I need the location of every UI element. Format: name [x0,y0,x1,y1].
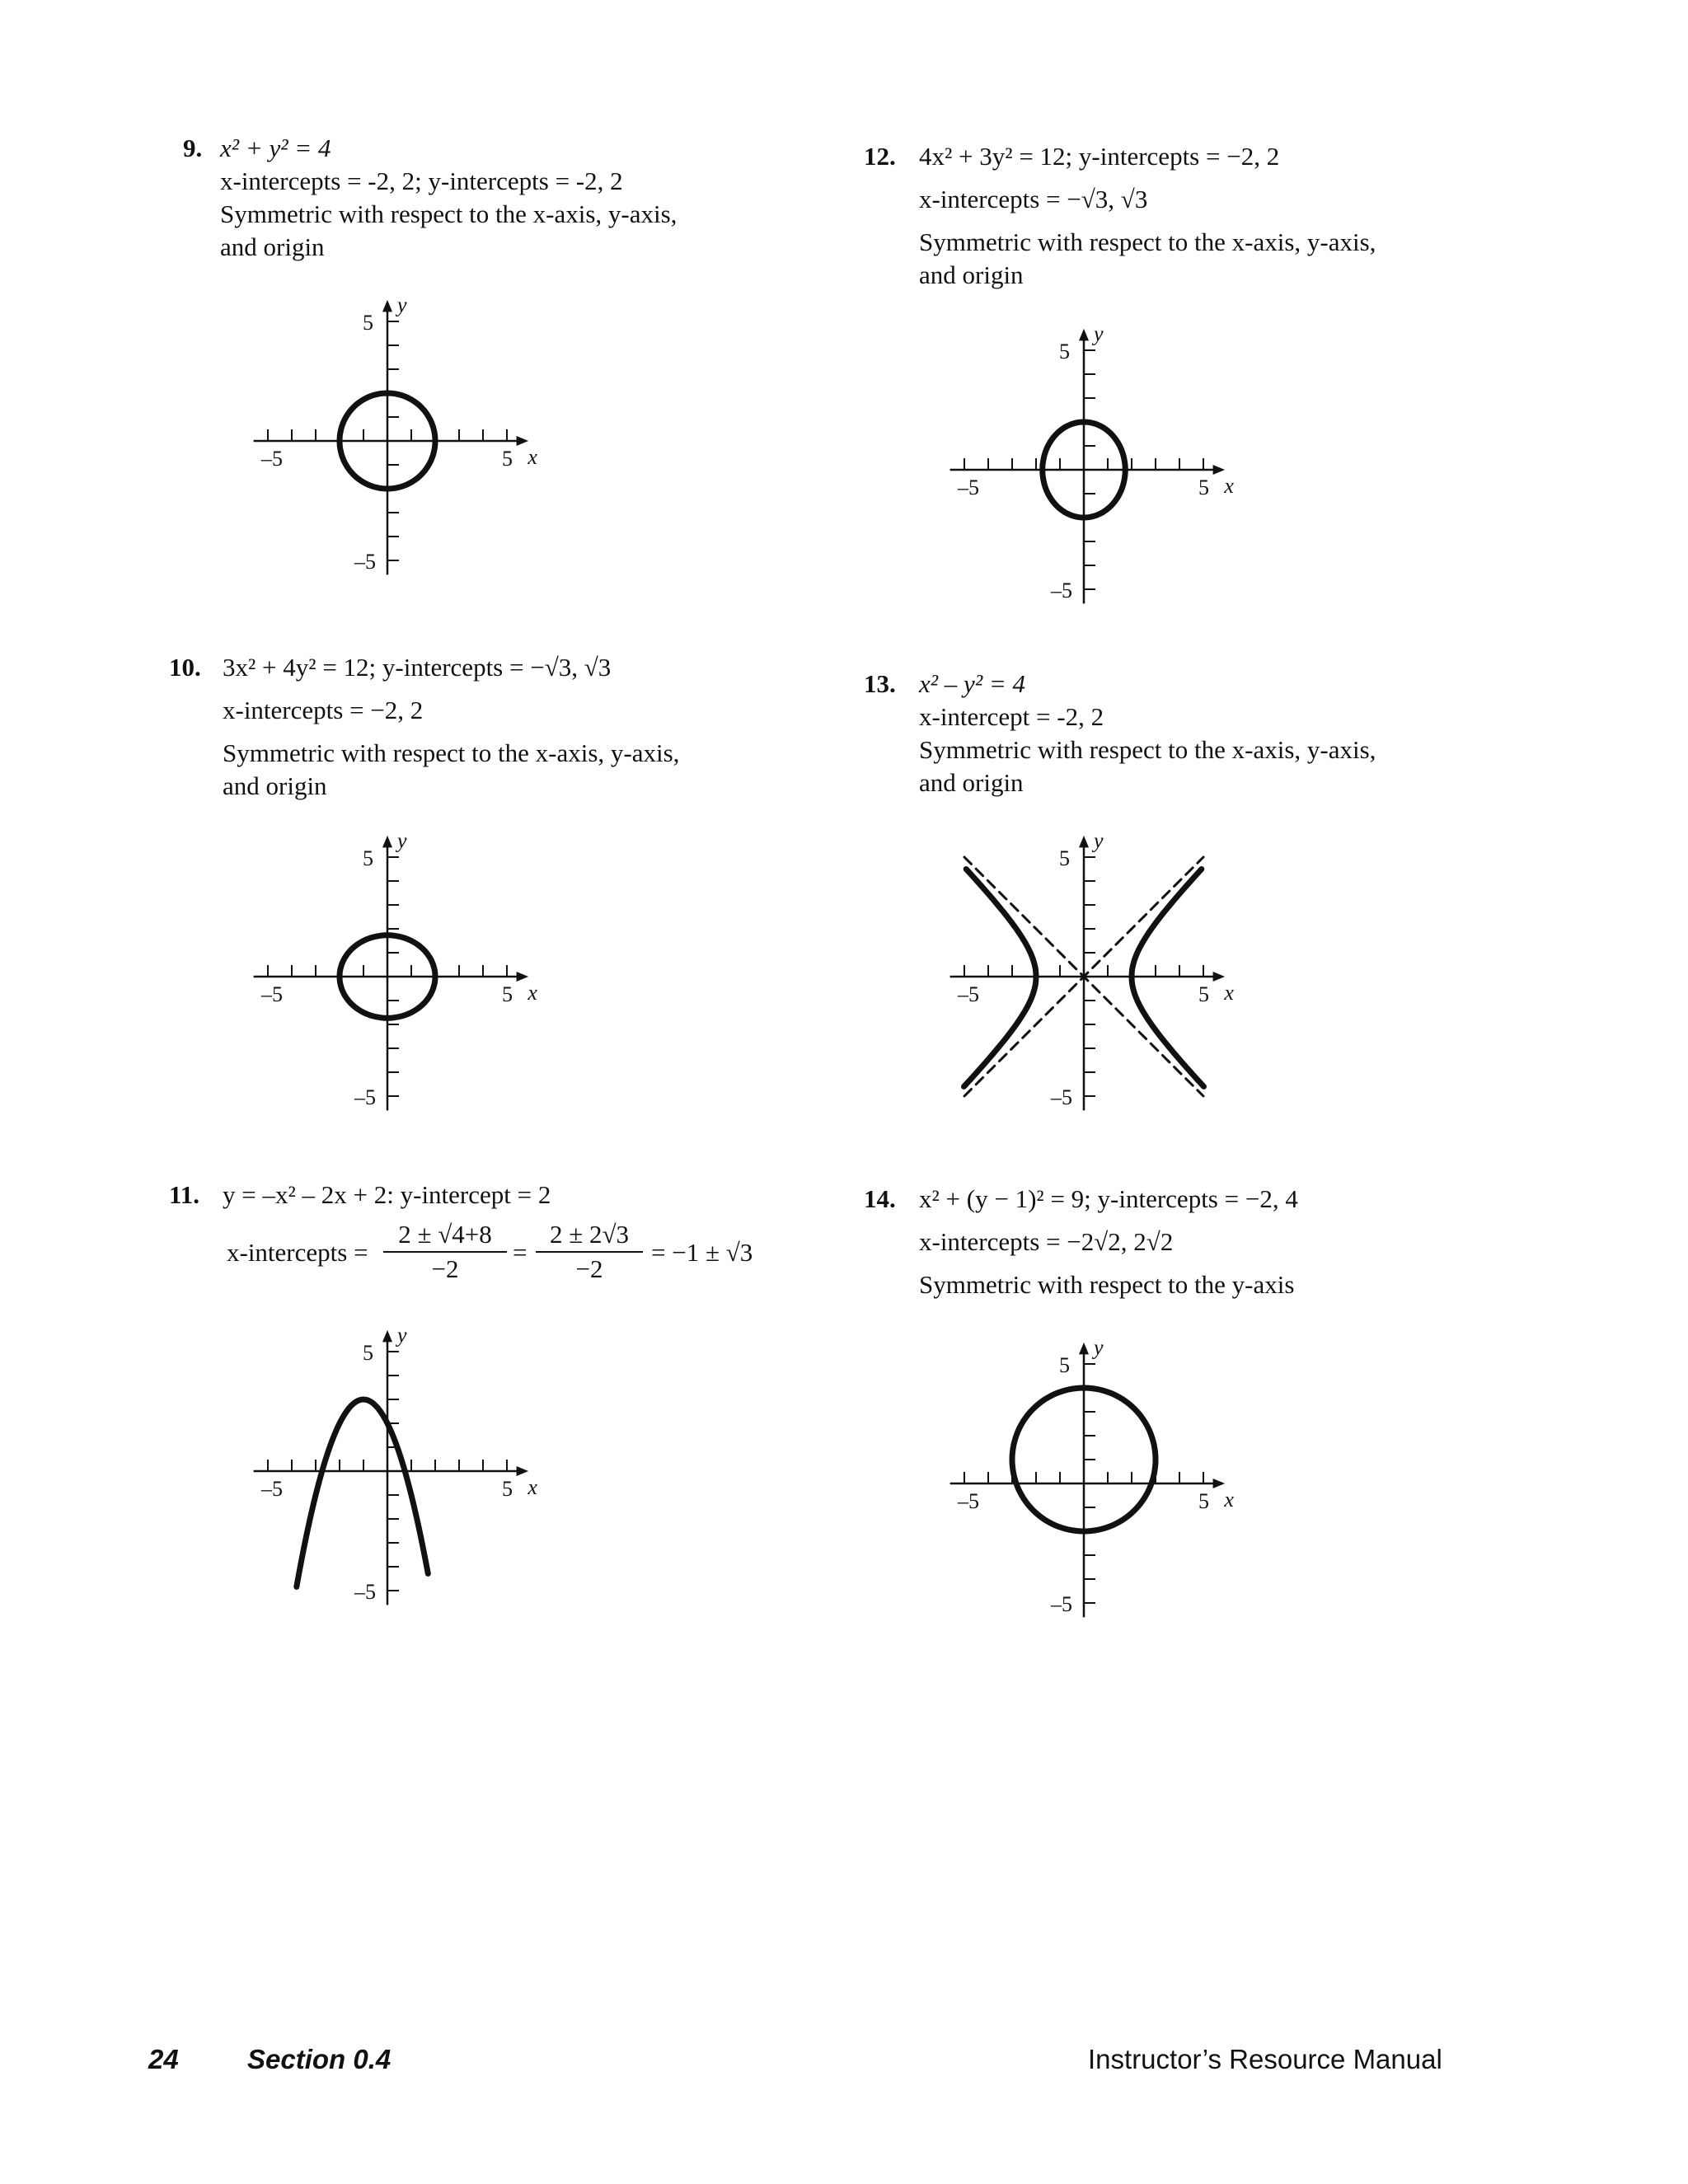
y-tick-label-5: 5 [363,311,373,335]
x-intercepts-formula [223,1212,849,1291]
x-tick-label-neg5: –5 [261,1477,283,1501]
equation: x² – y² = 4 [919,669,1026,698]
symmetry-cont: and origin [223,771,327,800]
y-axis-label: y [1094,828,1104,853]
symmetry: Symmetric with respect to the x-axis, y-axis, [223,738,680,767]
section-label: Section 0.4 [247,2044,392,2074]
x-axis-arrow [1213,465,1226,475]
page-number: 24 [148,2044,179,2074]
y-axis-label: y [1094,1335,1104,1360]
x-axis-arrow [1213,1479,1226,1488]
x-axis-label: x [1224,474,1234,498]
symmetry: Symmetric with respect to the y-axis [919,1270,1295,1299]
y-tick-label-neg5: –5 [354,1580,376,1604]
y-axis-label: y [1094,321,1104,346]
y-axis-arrow [382,836,392,848]
fraction-2 [536,1218,643,1286]
parabola-curve [297,1399,429,1586]
equation: 3x² + 4y² = 12; y-intercepts = −√3, √3 [223,653,612,682]
y-tick-label-5: 5 [363,1341,373,1365]
fraction-2-denominator: −2 [536,1251,643,1286]
fraction-2-numerator: 2 ± 2√3 [549,1220,630,1249]
y-tick-label-neg5: –5 [354,550,376,574]
symmetry: Symmetric with respect to the x-axis, y-axis, [919,735,1376,764]
y-axis-arrow [1079,329,1089,341]
fraction-1 [383,1218,507,1286]
x-tick-label-5: 5 [1198,1489,1209,1513]
x-tick-label-neg5: –5 [261,982,283,1006]
x-tick-label-5: 5 [502,1477,513,1501]
x-tick-label-neg5: –5 [958,1489,979,1513]
equals: = [513,1238,528,1267]
x-tick-label-neg5: –5 [958,982,979,1006]
manual-title: Instructor’s Resource Manual [1088,2044,1442,2074]
x-tick-label-5: 5 [1198,982,1209,1006]
symmetry: Symmetric with respect to the x-axis, y-axis, [220,199,678,228]
graph-12-ellipse [911,293,1273,647]
problem-number: 13. [864,669,896,698]
y-axis-label: y [397,828,407,853]
graph-10-ellipse [214,799,577,1154]
problem-number: 12. [864,142,896,171]
y-axis-arrow [382,300,392,312]
symmetry-cont: and origin [919,260,1024,289]
problem-number: 9. [183,134,203,162]
graph-11-parabola [214,1294,577,1648]
x-tick-label-5: 5 [502,982,513,1006]
intercepts: x-intercepts = −2, 2 [223,696,424,724]
hyperbola-left-branch [964,869,1037,1087]
equation: 4x² + 3y² = 12; y-intercepts = −2, 2 [919,142,1280,171]
y-axis-arrow [1079,836,1089,848]
symmetry-cont: and origin [919,768,1024,797]
graph-9-circle [214,264,577,618]
problem-number: 11. [169,1180,200,1209]
equation: x² + (y − 1)² = 9; y-intercepts = −2, 4 [919,1184,1298,1213]
symmetry: Symmetric with respect to the x-axis, y-axis, [919,227,1376,256]
x-intercepts-label: x-intercepts = [227,1238,368,1267]
problem-number: 14. [864,1184,896,1213]
y-tick-label-neg5: –5 [1051,1592,1072,1616]
equation: x² + y² = 4 [220,134,331,162]
result: = −1 ± √3 [651,1238,753,1267]
y-tick-label-5: 5 [1059,846,1070,870]
x-axis-arrow [517,1466,529,1476]
x-axis-label: x [528,445,537,469]
y-axis-label: y [397,293,407,317]
problem-number: 10. [169,653,201,682]
y-axis-arrow [1079,1343,1089,1355]
graph-14-circle [911,1306,1273,1661]
symmetry-cont: and origin [220,232,325,261]
intercepts: x-intercepts = −2√2, 2√2 [919,1227,1174,1256]
x-axis-arrow [517,436,529,446]
hyperbola-right-branch [1132,869,1204,1087]
x-axis-arrow [1213,972,1226,982]
y-tick-label-neg5: –5 [1051,1085,1072,1109]
x-axis-label: x [1224,1488,1234,1511]
y-tick-label-5: 5 [1059,340,1070,363]
y-tick-label-neg5: –5 [1051,579,1072,602]
y-tick-label-neg5: –5 [354,1085,376,1109]
x-axis-arrow [517,972,529,982]
y-tick-label-5: 5 [363,846,373,870]
graph-13-hyperbola [911,799,1273,1154]
intercepts: x-intercepts = -2, 2; y-intercepts = -2, 2 [220,166,623,195]
y-axis-arrow [382,1330,392,1343]
x-tick-label-neg5: –5 [958,476,979,499]
x-tick-label-5: 5 [502,447,513,471]
y-tick-label-5: 5 [1059,1353,1070,1377]
x-tick-label-5: 5 [1198,476,1209,499]
fraction-1-denominator: −2 [383,1251,507,1286]
intercepts: x-intercept = -2, 2 [919,702,1104,731]
x-tick-label-neg5: –5 [261,447,283,471]
intercepts: x-intercepts = −√3, √3 [919,185,1148,213]
x-axis-label: x [1224,981,1234,1005]
fraction-1-numerator: 2 ± √4+8 [398,1220,492,1249]
x-axis-label: x [528,981,537,1005]
y-axis-label: y [397,1323,407,1347]
equation: y = –x² – 2x + 2: y-intercept = 2 [223,1180,551,1209]
x-axis-label: x [528,1475,537,1499]
